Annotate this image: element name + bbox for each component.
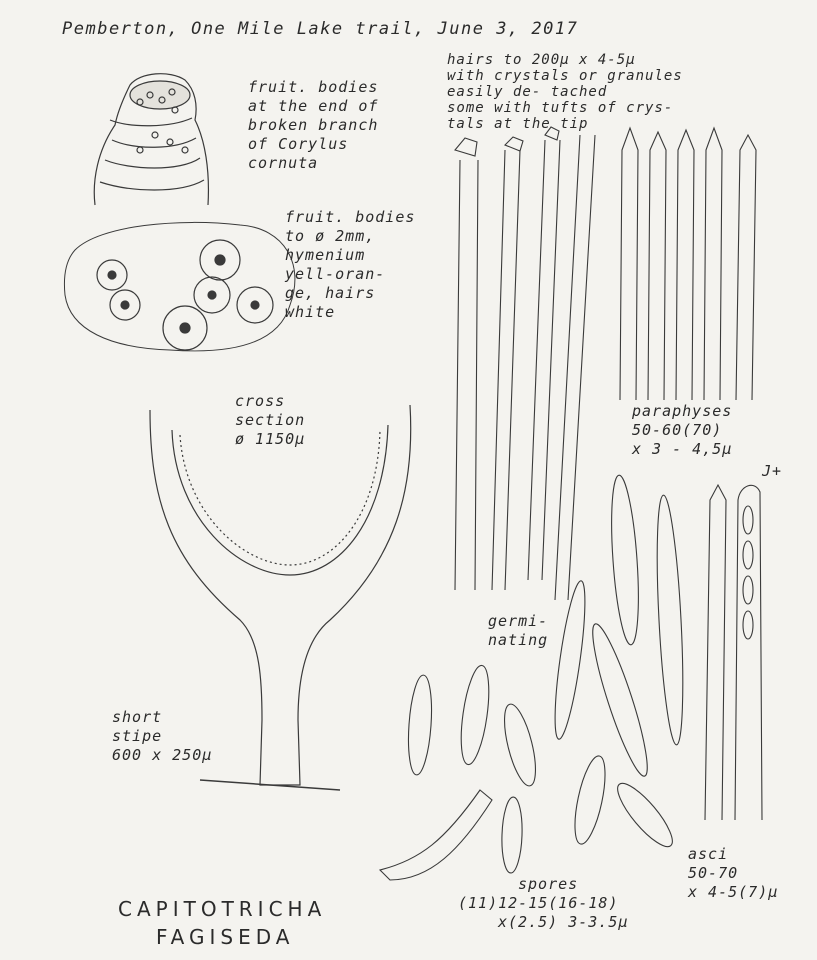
note-stipe: [112, 708, 212, 765]
note-line: of Corylus: [248, 135, 349, 153]
branch-sketch: [94, 74, 208, 205]
note-line: asci: [688, 845, 729, 863]
epithet-label: FAGISEDA: [156, 925, 295, 949]
note-line: easily de- tached: [447, 84, 608, 100]
paraphyses-sketch: [620, 128, 756, 400]
note-line: some with tufts of crys-: [447, 100, 674, 116]
note-germinating: [488, 612, 548, 650]
note-line: hymenium: [285, 246, 366, 264]
note-line: ø 1150µ: [235, 430, 306, 448]
note-line: yell-oran-: [285, 265, 386, 283]
note-iodine-reaction: J+: [762, 462, 783, 480]
note-fruit-bodies-size: [285, 208, 415, 322]
note-line: section: [235, 411, 306, 429]
note-line: stipe: [112, 727, 163, 745]
note-line: germi-: [488, 612, 549, 630]
note-line: fruit. bodies: [285, 208, 416, 226]
note-line: white: [285, 303, 336, 321]
note-fruit-bodies-branch: [248, 78, 378, 173]
note-line: paraphyses: [632, 402, 733, 420]
spores-sketch: [380, 474, 688, 880]
note-line: 50-70: [688, 864, 739, 882]
genus-label: CAPITOTRICHA: [118, 897, 327, 921]
note-line: cornuta: [248, 154, 319, 172]
note-cross-section: [235, 392, 305, 449]
note-line: hairs to 200µ x 4-5µ: [447, 52, 636, 68]
note-line: fruit. bodies: [248, 78, 379, 96]
note-line: broken branch: [248, 116, 379, 134]
note-line: 600 x 250µ: [112, 746, 213, 764]
note-line: (11)12-15(16-18): [458, 894, 619, 912]
note-line: x(2.5) 3-3.5µ: [498, 913, 629, 931]
location-date-heading: Pemberton, One Mile Lake trail, June 3, 2017: [62, 19, 579, 39]
fruit-bodies-top-view: [64, 222, 295, 351]
note-paraphyses: [632, 402, 732, 459]
note-line: x 4-5(7)µ: [688, 883, 779, 901]
note-hairs: [447, 52, 683, 132]
note-line: nating: [488, 631, 549, 649]
note-line: cross: [235, 392, 286, 410]
note-line: short: [112, 708, 163, 726]
note-line: ge, hairs: [285, 284, 376, 302]
species-name: [118, 895, 326, 951]
note-line: tals at the tip: [447, 116, 589, 132]
note-asci: [688, 845, 778, 902]
note-spores: [458, 875, 628, 932]
note-line: at the end of: [248, 97, 379, 115]
note-line: to ø 2mm,: [285, 227, 376, 245]
hairs-sketch: [455, 127, 595, 600]
note-line: spores: [518, 875, 579, 893]
note-line: with crystals or granules: [447, 68, 683, 84]
asci-sketch: [705, 485, 762, 820]
note-line: x 3 - 4,5µ: [632, 440, 733, 458]
note-line: 50-60(70): [632, 421, 723, 439]
